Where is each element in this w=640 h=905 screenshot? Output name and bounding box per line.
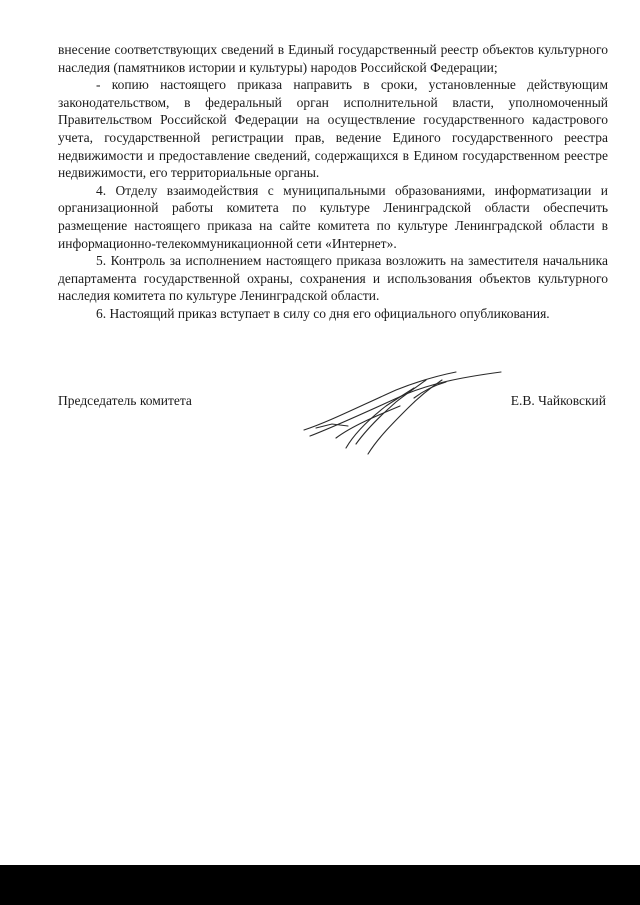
handwritten-signature (296, 368, 516, 458)
signer-title: Председатель комитета (58, 393, 192, 408)
paragraph-4-publication: 4. Отделу взаимодействия с муниципальными образованиями, информатизации и организационной работы комитета по культуре Ленинградской области обеспечить размещение настоящего приказа на сайте комитета по культуре Ленинградской области в информационно-телекоммуникационной сети «Интернет». (58, 182, 608, 251)
scan-border-bottom (0, 865, 640, 905)
paragraph-registry-entry: внесение соответствующих сведений в Единый государственный реестр объектов культурного наследия (памятников истории и культуры) народов Российской Федерации; (58, 42, 608, 75)
paragraph-send-copy: - копию настоящего приказа направить в сроки, установленные действующим законодательством, в федеральный орган исполнительной власти, уполномоченный Правительством Российской Федерации на осуществление государственного кадастрового учета, государственной регистрации прав, ведение Единого государственного реестра недвижимости и предоставление сведений, содержащихся в Едином государственном реестре недвижимости, его территориальные органы. (58, 77, 608, 181)
signer-name: Е.В. Чайковский (510, 393, 606, 408)
paragraph-5-control: 5. Контроль за исполнением настоящего приказа возложить на заместителя начальника департамента государственной охраны, сохранения и использования объектов культурного наследия комитета по культуре Ленинградской области. (58, 253, 608, 304)
document-body (58, 41, 608, 323)
paragraph-6-effective: 6. Настоящий приказ вступает в силу со дня его официального опубликования. (96, 305, 550, 321)
